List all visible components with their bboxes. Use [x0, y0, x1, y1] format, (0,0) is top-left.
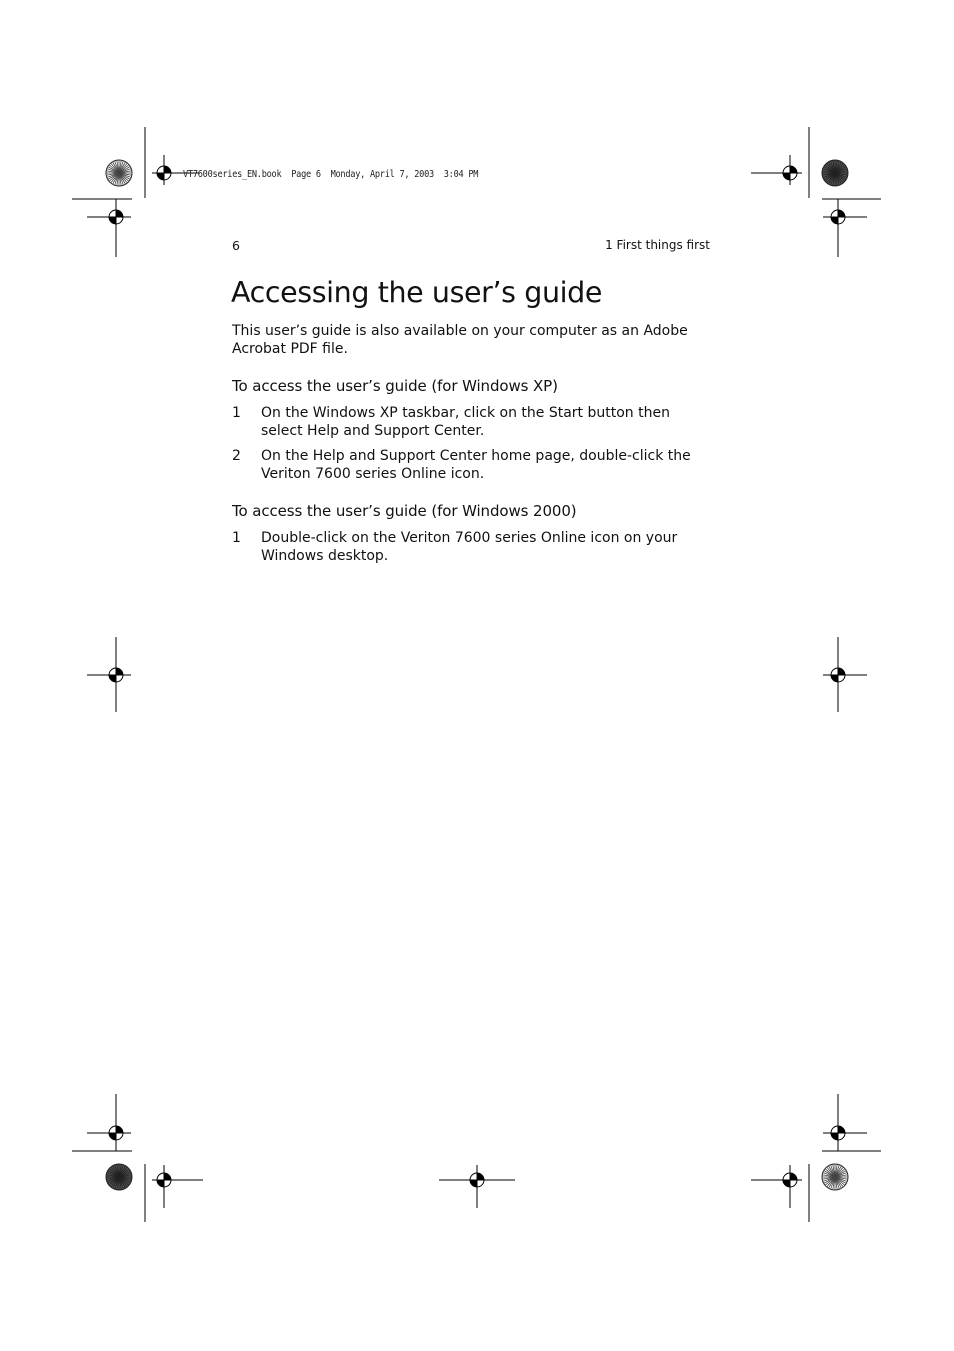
registration-target-icon: [465, 1168, 489, 1192]
registration-target-icon: [104, 205, 128, 229]
page-number: 6: [232, 238, 240, 253]
running-head: 1 First things first: [605, 238, 710, 252]
registration-target-icon: [826, 1121, 850, 1145]
print-slug: VT7600series_EN.book Page 6 Monday, April 7, 2003 3:04 PM: [183, 169, 479, 180]
step-number: 1: [232, 405, 241, 421]
section-heading-xp: To access the user’s guide (for Windows XP): [232, 377, 558, 395]
starburst-mark-icon: [822, 1164, 848, 1190]
step-number: 2: [232, 448, 241, 464]
registration-target-icon: [104, 1121, 128, 1145]
starburst-mark-icon: [106, 160, 132, 186]
registration-target-icon: [826, 663, 850, 687]
step-text: Double-click on the Veriton 7600 series Online icon on your Windows desktop.: [261, 530, 678, 564]
page-title: Accessing the user’s guide: [231, 276, 602, 309]
starburst-mark-icon: [106, 1164, 132, 1190]
registration-target-icon: [826, 205, 850, 229]
step-text: On the Help and Support Center home page, double-click the Veriton 7600 series Online icon.: [261, 448, 691, 482]
list-item: [232, 404, 712, 444]
registration-target-icon: [104, 663, 128, 687]
section-heading-2000: To access the user’s guide (for Windows 2000): [232, 502, 577, 520]
list-item: [232, 447, 712, 487]
starburst-mark-icon: [822, 160, 848, 186]
step-number: 1: [232, 530, 241, 546]
intro-paragraph: This user’s guide is also available on your computer as an Adobe Acrobat PDF file.: [232, 323, 688, 357]
list-item: [232, 529, 712, 569]
step-text: On the Windows XP taskbar, click on the Start button then select Help and Support Center.: [261, 405, 670, 439]
